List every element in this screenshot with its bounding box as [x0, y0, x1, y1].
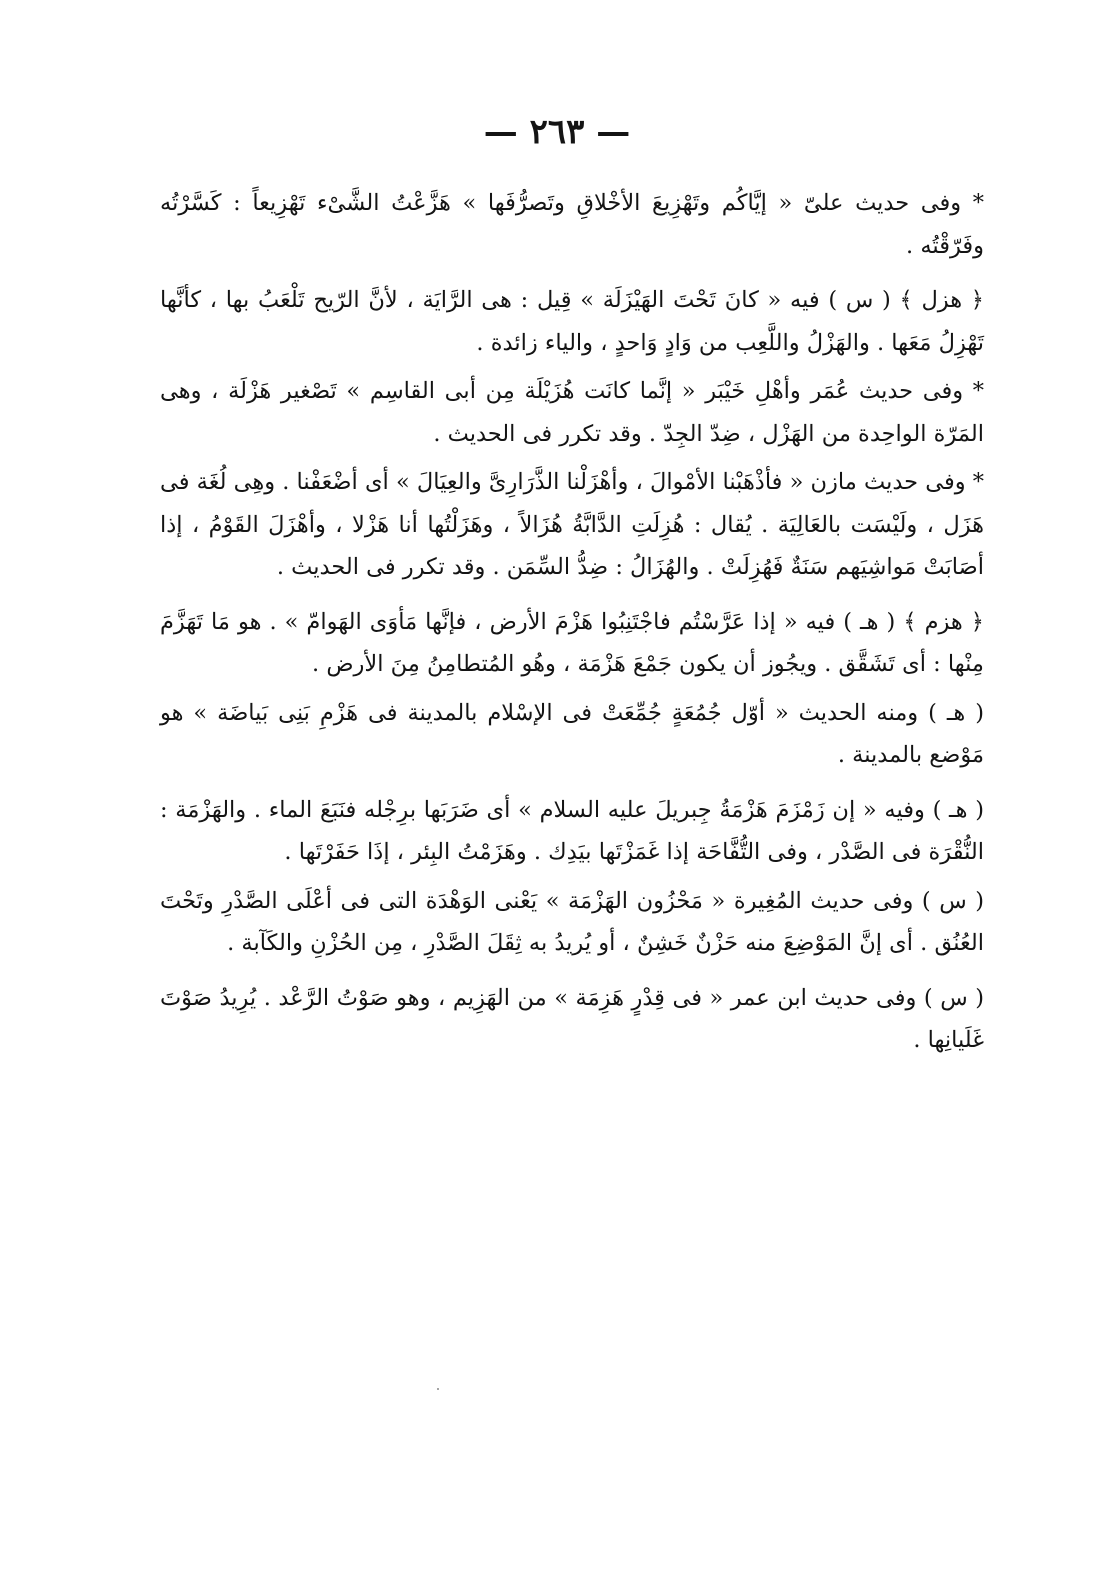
page-number: — ٢٦٣ —: [483, 112, 631, 152]
body-text: [160, 182, 984, 1062]
paragraph-entry-hazm: ﴿ هزم ﴾ ( هـ ) فيه « إذا عَرَّسْتُم فاجْتَنِبُوا هَزْمَ الأرض ، فإنَّها مَأوَى الهَوامّ » . هو مَا تَهَزَّمَ مِنْها : أى تَشَقَّق . ويجُوز أن يكون جَمْعَ هَزْمَة ، وهُو المُتطامِنُ مِنَ الأرض .: [160, 608, 984, 677]
paragraph-hadith-mughira: ( س ) وفى حديث المُغِيرة « مَحْزُون الهَزْمَة » يَعْنى الوَهْدَة التى فى أعْلَى الصَّدْرِ وتَحْتَ العُنُق . أى إنَّ المَوْضِعَ منه حَزْنٌ خَشِنٌ ، أو يُريدُ به ثِقَلَ الصَّدْرِ ، مِن الحُزْنِ والكَآبة .: [160, 887, 984, 956]
paragraph-hadith-ibn-umar: ( س ) وفى حديث ابن عمر « فى قِدْرٍ هَزِمَة » من الهَزِيم ، وهو صَوْتُ الرَّعْد . يُرِيدُ صَوْتَ غَلَيانِها .: [160, 984, 984, 1053]
paragraph-hadith-umar-khaybar: * وفى حديث عُمَر وأهْلِ خَيْبَر « إنَّما كانَت هُزَيْلَة مِن أبى القاسِم » تَصْغير هَزْلَة ، وهى المَرّة الواحِدة من الهَزْل ، ضِدّ الجِدّ . وقد تكرر فى الحديث .: [160, 378, 984, 447]
paragraph-hadith-zamzam: ( هـ ) وفيه « إن زَمْزَمَ هَزْمَةُ جِبريلَ عليه السلام » أى ضَرَبَها برِجْله فنَبَعَ الماء . والهَزْمَة : النُّقْرَة فى الصَّدْر ، وفى التُّفَّاحَة إذا غَمَزْتَها بيَدِك . وهَزَمْتُ البِئر ، إذَا حَفَرْتَها .: [160, 796, 984, 865]
scan-speck: [437, 1388, 439, 1390]
paragraph-entry-hazl: ﴿ هزل ﴾ ( س ) فيه « كانَ تَحْتَ الهَيْزَلَة » قِيل : هى الرَّايَة ، لأنَّ الرّيح تَلْعَبُ بها ، كأنَّها تَهْزِلُ مَعَها . والهَزْلُ واللَّعِب من وَادٍ وَاحدٍ ، والياء زائدة .: [160, 287, 984, 356]
paragraph-hadith-first-jumua: ( هـ ) ومنه الحديث « أوّل جُمُعَةٍ جُمِّعَتْ فى الإسْلام بالمدينة فى هَزْمِ بَنِى بَياضَة » هو مَوْضع بالمدينة .: [160, 699, 984, 768]
paragraph-hadith-ali-tahzi: * وفى حديث علىّ « إيَّاكُم وتَهْزِيعَ الأخْلاقِ وتَصرُّفَها » هَزَّعْتُ الشَّىْء تَهْزِيعاً : كَسَّرْتُه وفَرّقْتُه .: [160, 190, 984, 259]
paragraph-hadith-mazin: * وفى حديث مازن « فأذْهَبْنا الأمْوالَ ، وأهْزَلْنا الذَّرَارِىَّ والعِيَالَ » أى أضْعَفْنا . وهِى لُغَة فى هَزَل ، ولَيْسَت بالعَالِيَة . يُقال : هُزِلَتِ الدَّابَّةُ هُزَالاً ، وهَزَلْتُها أنا هَزْلا ، وأهْزَلَ القَوْمُ ، إذا أصَابَتْ مَواشِيَهم سَنَةٌ فَهُزِلَتْ . والهُزَالُ : ضِدُّ السِّمَن . وقد تكرر فى الحديث .: [160, 469, 984, 580]
